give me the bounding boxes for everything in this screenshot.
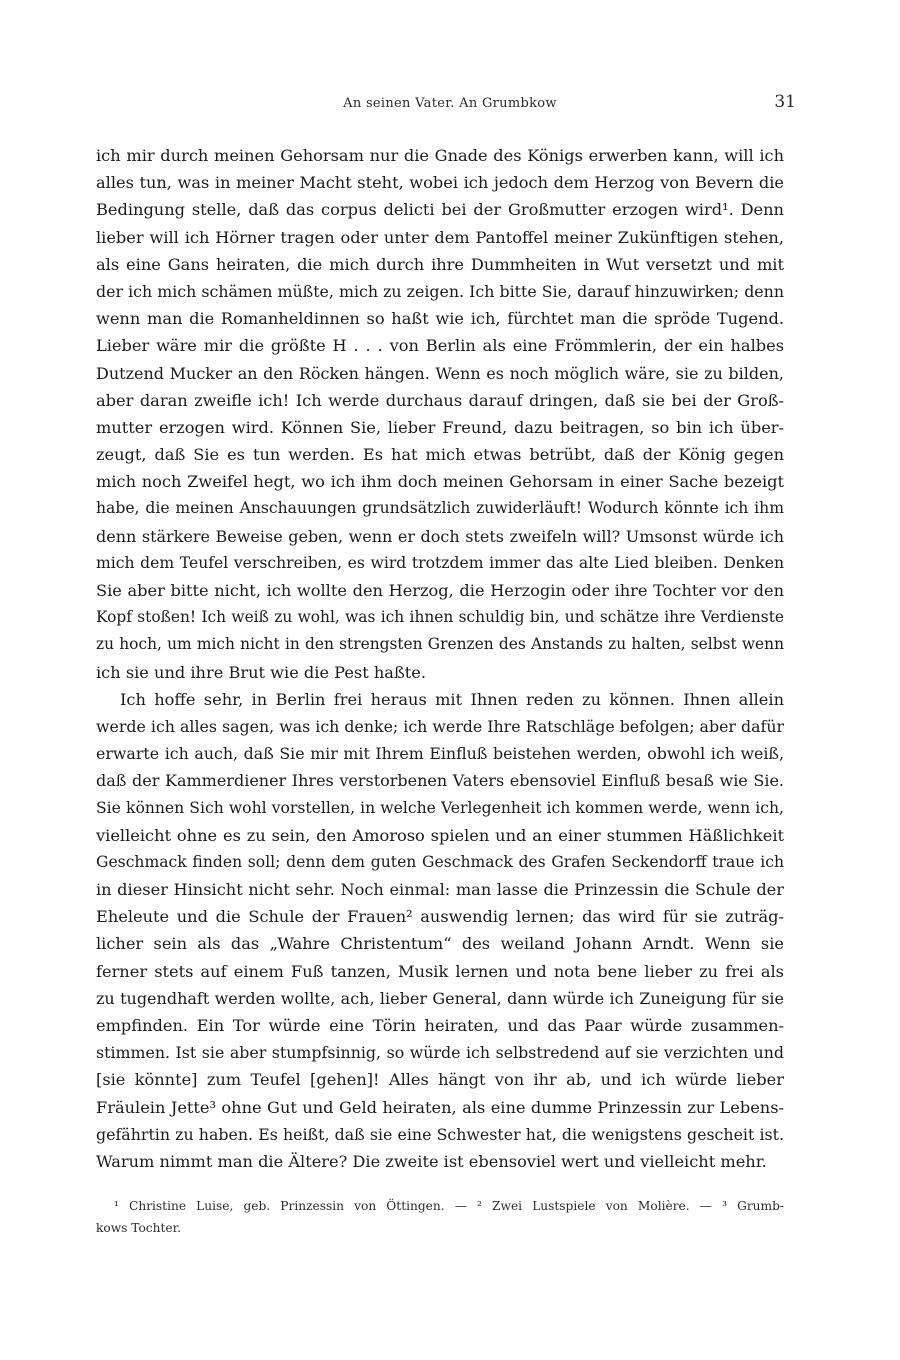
text-line: mich noch Zweifel hegt, wo ich ihm doch meinen Gehorsam in einer Sache bezeigt (96, 472, 784, 492)
text-line: in dieser Hinsicht nicht sehr. Noch einmal: man lasse die Prinzessin die Schule der (96, 880, 784, 900)
text-line: licher sein als das „Wahre Christentum“ des weiland Johann Arndt. Wenn sie (96, 934, 784, 954)
footnote-line: kows Tochter. (96, 1221, 181, 1235)
text-line: alles tun, was in meiner Macht steht, wobei ich jedoch dem Herzog von Bevern die (96, 173, 784, 193)
text-line: vielleicht ohne es zu sein, den Amoroso spielen und an einer stummen Häßlichkeit (96, 825, 784, 845)
text-line: Fräulein Jette³ ohne Gut und Geld heiraten, als eine dumme Prinzessin zur Lebens- (96, 1097, 784, 1117)
page-header (0, 92, 900, 116)
text-line: Sie können Sich wohl vorstellen, in welche Verlegenheit ich kommen werde, wenn ich, (96, 798, 784, 817)
text-line: denn stärkere Beweise geben, wenn er doch stets zweifeln will? Umsonst würde ich (96, 526, 784, 546)
text-line: werde ich alles sagen, was ich denke; ich werde Ihre Ratschläge befolgen; aber dafür (96, 716, 784, 736)
text-line: Bedingung stelle, daß das corpus delicti bei der Großmutter erzogen wird¹. Denn (96, 200, 784, 220)
text-line: zu hoch, um mich nicht in den strengsten Grenzen des Anstands zu halten, selbst wenn (96, 635, 784, 654)
text-line: ferner stets auf einem Fuß tanzen, Musik lernen und nota bene lieber zu frei als (96, 961, 784, 981)
footnote-line: ¹ Christine Luise, geb. Prinzessin von Öttingen. — ² Zwei Lustspiele von Molière. — ³ Grumb- (114, 1199, 784, 1213)
running-head: An seinen Vater. An Grumbkow (343, 96, 557, 111)
text-line: gefährtin zu haben. Es heißt, daß sie eine Schwester hat, die wenigstens gescheit ist. (96, 1124, 784, 1144)
text-line: aber daran zweifle ich! Ich werde durchaus darauf dringen, daß sie bei der Groß- (96, 390, 784, 410)
footnotes (96, 1195, 784, 1239)
text-line: ich mir durch meinen Gehorsam nur die Gnade des Königs erwerben kann, will ich (96, 146, 784, 165)
text-line: Kopf stoßen! Ich weiß zu wohl, was ich ihnen schuldig bin, und schätze ihre Verdienste (96, 608, 784, 627)
text-line: zeugt, daß Sie es tun werden. Es hat mich etwas betrübt, daß der König gegen (96, 445, 784, 465)
paragraph-end-line: ich sie und ihre Brut wie die Pest haßte. (96, 662, 427, 682)
text-line: empfinden. Ein Tor würde eine Törin heiraten, und das Paar würde zusammen- (96, 1016, 784, 1035)
page-number: 31 (774, 92, 796, 112)
body-text (96, 142, 784, 1175)
text-line: erwarte ich auch, daß Sie mir mit Ihrem Einfluß beistehen werden, obwohl ich weiß, (96, 744, 784, 764)
text-line: Dutzend Mucker an den Röcken hängen. Wenn es noch möglich wäre, sie zu bilden, (96, 363, 784, 383)
text-line: mutter erzogen wird. Können Sie, lieber Freund, dazu beitragen, so bin ich über- (96, 417, 784, 437)
paragraph-end-line: Warum nimmt man die Ältere? Die zweite ist ebensoviel wert und vielleicht mehr. (96, 1151, 767, 1171)
text-line: [sie könnte] zum Teufel [gehen]! Alles hängt von ihr ab, und ich würde lieber (96, 1070, 784, 1090)
text-line: habe, die meinen Anschauungen grundsätzlich zuwiderläuft! Wodurch könnte ich ihm (96, 499, 784, 518)
text-line: daß der Kammerdiener Ihres verstorbenen Vaters ebensoviel Einfluß besaß wie Sie. (96, 771, 784, 791)
text-line: Eheleute und die Schule der Frauen² auswendig lernen; das wird für sie zuträg- (96, 907, 784, 927)
paragraph-start-line: Ich hoffe sehr, in Berlin frei heraus mit Ihnen reden zu können. Ihnen allein (120, 689, 784, 709)
text-line: Geschmack finden soll; denn dem guten Geschmack des Grafen Seckendorff traue ich (96, 852, 784, 871)
text-line: stimmen. Ist sie aber stumpfsinnig, so würde ich selbstredend auf sie verzichten und (96, 1043, 784, 1063)
text-line: wenn man die Romanheldinnen so haßt wie ich, fürchtet man die spröde Tugend. (96, 309, 784, 329)
text-line: mich dem Teufel verschreiben, es wird trotzdem immer das alte Lied bleiben. Denken (96, 553, 784, 572)
text-line: der ich mich schämen müßte, mich zu zeigen. Ich bitte Sie, darauf hinzuwirken; denn (96, 281, 784, 301)
text-line: zu tugendhaft werden wollte, ach, lieber General, dann würde ich Zuneigung für sie (96, 988, 784, 1008)
text-line: Sie aber bitte nicht, ich wollte den Herzog, die Herzogin oder ihre Tochter vor den (96, 581, 784, 600)
text-line: Lieber wäre mir die größte H . . . von Berlin als eine Frömmlerin, der ein halbes (96, 336, 784, 356)
text-line: als eine Gans heiraten, die mich durch ihre Dummheiten in Wut versetzt und mit (96, 254, 784, 274)
text-line: lieber will ich Hörner tragen oder unter dem Pantoffel meiner Zukünftigen stehen, (96, 227, 784, 247)
